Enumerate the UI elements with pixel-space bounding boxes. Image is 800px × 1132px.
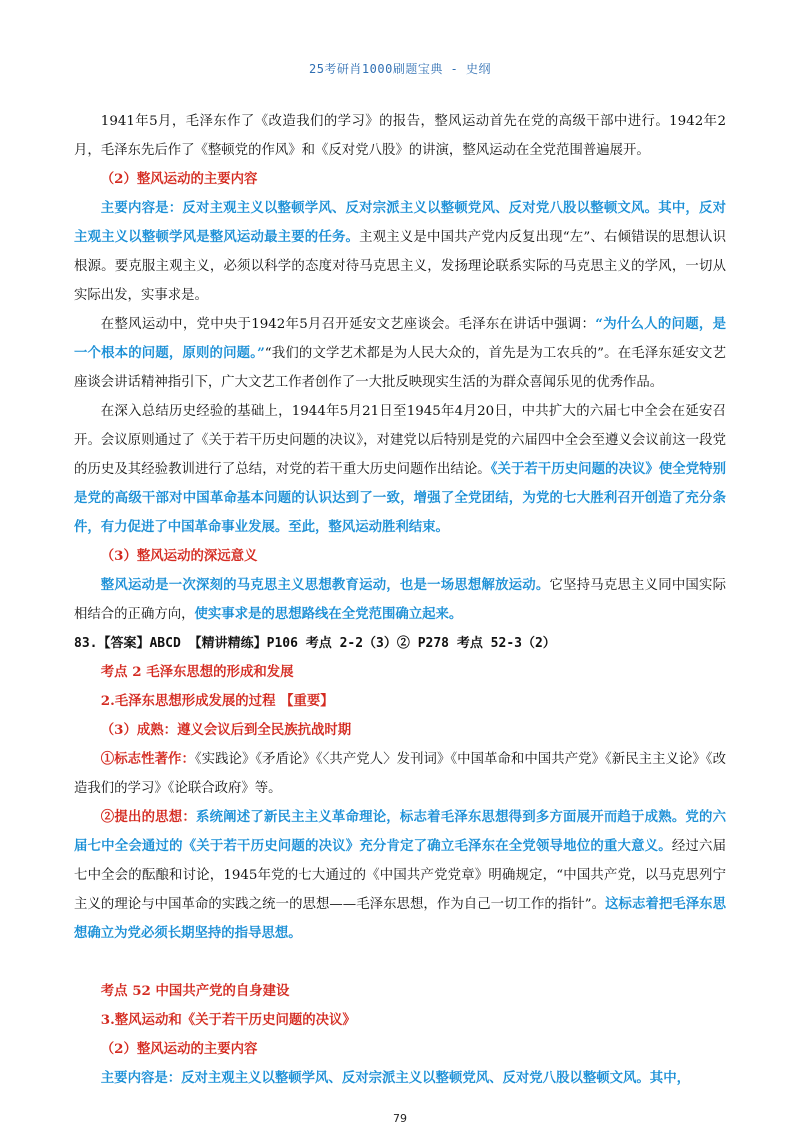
highlight-text: 这标志着把毛泽东思想确立为党必须长期坚持的指导思想。 bbox=[74, 896, 727, 941]
body-text: 它坚持马克思主义同中国实际相结合的正确方向， bbox=[74, 578, 727, 622]
label-text: ②提出的思想： bbox=[100, 809, 196, 825]
topic-heading: 考点 52 中国共产党的自身建设 bbox=[100, 983, 290, 999]
topic-heading: 考点 2 毛泽东思想的形成和发展 bbox=[100, 664, 294, 680]
label-text: ①标志性著作： bbox=[100, 751, 195, 767]
page-header: 25考研肖1000刷题宝典 - 史纲 bbox=[308, 62, 492, 76]
paragraph: 1941年5月，毛泽东作了《改造我们的学习》的报告，整风运动首先在党的高级干部中进行。1942年2月，毛泽东先后作了《整顿党的作风》和《反对党八股》的讲演，整风运动在全党范围普遍展开。 bbox=[74, 114, 726, 158]
body-text: 在整风运动中，党中央于1942年5月召开延安文艺座谈会。毛泽东在讲话中强调： bbox=[100, 317, 596, 332]
answer-line: 83.【答案】ABCD 【精讲精练】P106 考点 2-2（3）② P278 考点 52-3（2） bbox=[74, 636, 556, 651]
paragraph bbox=[74, 310, 726, 397]
subtopic-heading: 3.整风运动和《关于若干历史问题的决议》 bbox=[100, 1012, 356, 1028]
subtopic-heading: 2.毛泽东思想形成发展的过程 【重要】 bbox=[100, 693, 334, 709]
paragraph bbox=[74, 803, 726, 948]
section-heading: （3）整风运动的深远意义 bbox=[100, 548, 258, 564]
paragraph: 主要内容是：反对主观主义以整顿学风、反对宗派主义以整顿党风、反对党八股以整顿文风。其中， bbox=[100, 1070, 690, 1086]
highlight-text: 整风运动是一次深刻的马克思主义思想教育运动，也是一场思想解放运动。 bbox=[100, 577, 550, 593]
body-text: 经过六届七中全会的酝酿和讨论，1945年党的七大通过的《中国共产党党章》明确规定，“中国共产党，以马克思列宁主义的理论与中国革命的实践之统一的思想——毛泽东思想，作为自己一切工作的指针”。 bbox=[74, 839, 726, 912]
body-text: 《实践论》《矛盾论》《〈共产党人〉发刊词》《中国革命和中国共产党》《新民主主义论》《改造我们的学习》《论联合政府》等。 bbox=[74, 752, 726, 796]
highlight-text: 主要内容是：反对主观主义以整顿学风、反对宗派主义以整顿党风、反对党八股以整顿文风。其中，反对主观主义以整顿学风是整风运动最主要的任务。 bbox=[74, 200, 726, 245]
paragraph bbox=[74, 571, 726, 629]
highlight-text: 《关于若干历史问题的决议》使全党特别是党的高级干部对中国革命基本问题的认识达到了一致，增强了全党团结，为党的七大胜利召开创造了充分条件，有力促进了中国革命事业发展。至此，整风运动胜利结束。 bbox=[74, 461, 726, 535]
page-number: 79 bbox=[393, 1112, 407, 1125]
section-heading: （2）整风运动的主要内容 bbox=[100, 171, 258, 187]
highlight-text: 系统阐述了新民主主义革命理论，标志着毛泽东思想得到多方面展开而趋于成熟。党的六届七中全会通过的《关于若干历史问题的决议》充分肯定了确立毛泽东在全党领导地位的重大意义。 bbox=[74, 809, 726, 854]
highlight-text: “为什么人的问题，是一个根本的问题，原则的问题。” bbox=[74, 316, 726, 361]
section-heading: （3）成熟：遵义会议后到全民族抗战时期 bbox=[100, 722, 352, 738]
body-text: “我们的文学艺术都是为人民大众的，首先是为工农兵的”。在毛泽东延安文艺座谈会讲话精神指引下，广大文艺工作者创作了一大批反映现实生活的为群众喜闻乐见的优秀作品。 bbox=[74, 346, 726, 390]
document-body bbox=[74, 107, 726, 1093]
paragraph bbox=[74, 745, 726, 803]
section-heading: （2）整风运动的主要内容 bbox=[100, 1041, 258, 1057]
paragraph bbox=[74, 397, 726, 542]
paragraph bbox=[74, 194, 726, 310]
body-text: 在深入总结历史经验的基础上，1944年5月21日至1945年4月20日，中共扩大的六届七中全会在延安召开。会议原则通过了《关于若干历史问题的决议》，对建党以后特别是党的六届四中全会至遵义会议前这一段党的历史及其经验教训进行了总结，对党的若干重大历史问题作出结论。 bbox=[74, 404, 726, 477]
body-text: 主观主义是中国共产党内反复出现“左”、右倾错误的思想认识根源。要克服主观主义，必须以科学的态度对待马克思主义，发扬理论联系实际的马克思主义的学风，一切从实际出发，实事求是。 bbox=[74, 230, 726, 303]
spacer bbox=[74, 948, 726, 977]
highlight-text: 使实事求是的思想路线在全党范围确立起来。 bbox=[194, 606, 463, 622]
